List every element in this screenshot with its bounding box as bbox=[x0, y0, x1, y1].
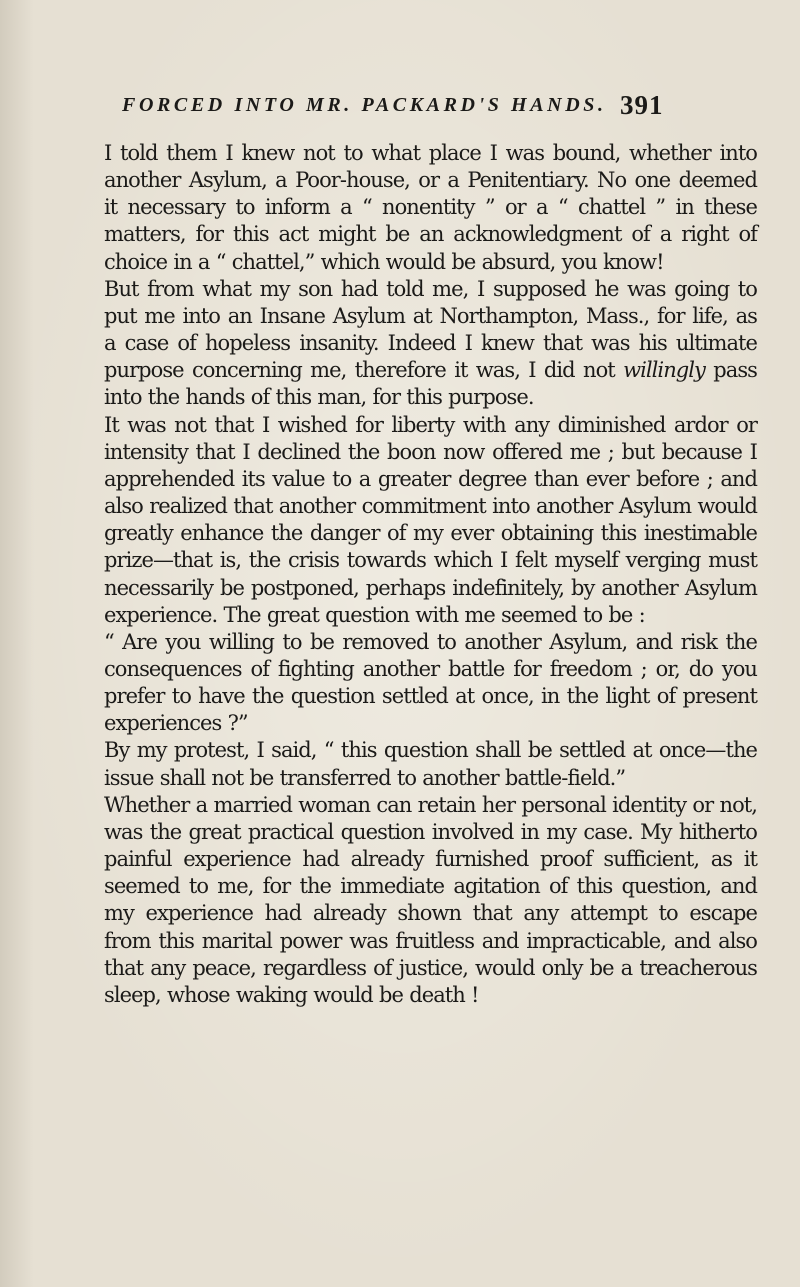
page-number: 391 bbox=[620, 90, 664, 120]
paragraph-2-before: But from what my son had told me, I supposed he was going to put me into an Insane Asylum at Northampton, Mass., for life, as a case of hopeless insanity. Indeed I knew that was his ultimate purpose concerning me, therefore it was, I did not bbox=[104, 276, 757, 383]
paragraph-2-after: pass into the hands of this man, for this purpose. bbox=[104, 358, 757, 410]
running-head bbox=[122, 90, 762, 124]
running-title: FORCED INTO MR. PACKARD'S HANDS. bbox=[122, 94, 607, 116]
paragraph-6: Whether a married woman can retain her personal identity or not, was the great practical question involved in my case. My hitherto painful experience had already furnished proof sufficient, as it seemed to me, for the immediate agitation of this question, and my experience had already shown that any attempt to escape from this marital power was fruitless and impracticable, and also that any peace, regardless of justice, would only be a treacherous sleep, whose waking would be death ! bbox=[104, 792, 757, 1007]
binding-shadow bbox=[0, 0, 34, 1287]
paragraph-4: “ Are you willing to be removed to another Asylum, and risk the consequences of fighting another battle for freedom ; or, do you prefer to have the question settled at once, in the light of present experiences ?” bbox=[104, 629, 757, 736]
paragraph-1: I told them I knew not to what place I was bound, whether into another Asylum, a Poor-house, or a Penitentiary. No one deemed it necessary to inform a “ nonentity ” or a “ chattel ” in these matters, for this act might be an acknowledgment of a right of choice in a “ chattel,” which would be absurd, you know! bbox=[104, 141, 757, 274]
paragraph-2 bbox=[104, 276, 757, 412]
paragraph-5: By my protest, I said, “ this question shall be settled at once—the issue shall not be transferred to another battle-field.” bbox=[104, 738, 757, 790]
emphasis-willingly: willingly bbox=[623, 358, 705, 383]
body-text bbox=[104, 140, 757, 1009]
paragraph-3: It was not that I wished for liberty with any diminished ardor or intensity that I declined the boon now offered me ; but because I apprehended its value to a greater degree than ever before ; and also realized that another commitment into another Asylum would greatly enhance the danger of my ever obtaining this inestimable prize—that is, the crisis towards which I felt myself verging must necessarily be postponed, perhaps indefinitely, by another Asylum experience. The great question with me seemed to be : bbox=[104, 412, 757, 627]
